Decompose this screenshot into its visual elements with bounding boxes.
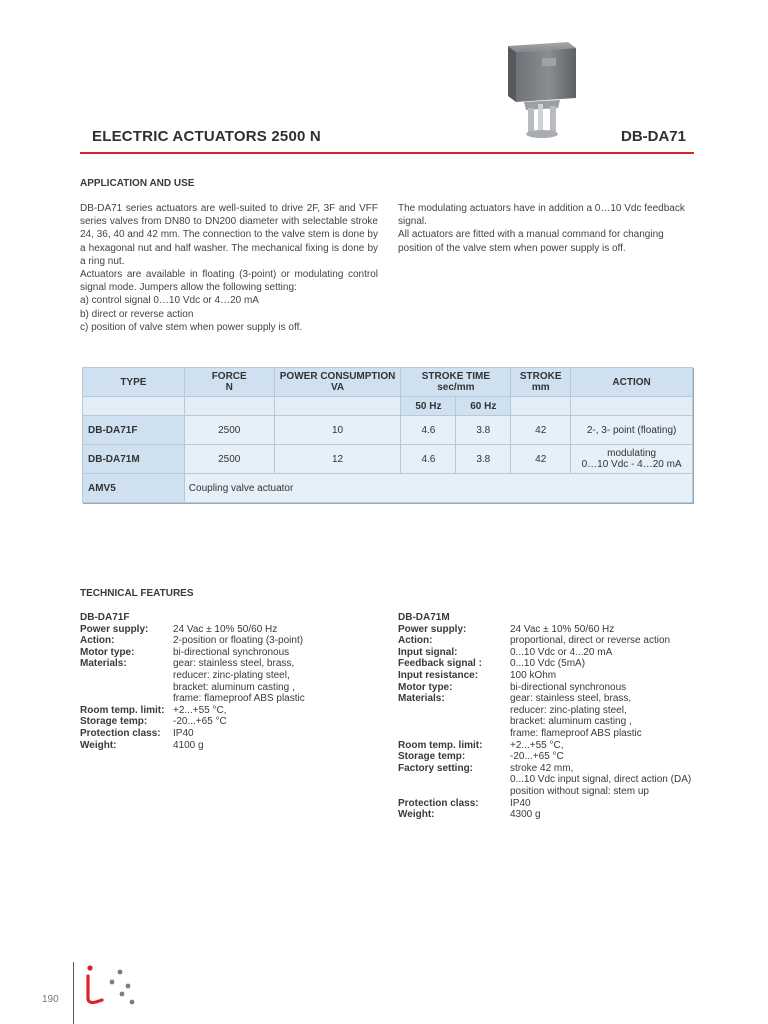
cell-time-60: 3.8 [456,416,511,445]
cell-stroke: 42 [511,416,571,445]
cell-description: Coupling valve actuator [184,474,692,503]
spec-label: Weight: [398,809,435,821]
list-item: a) control signal 0…10 Vdc or 4…20 mA [80,295,259,307]
cell-type: DB-DA71F [83,416,185,445]
spec-value: gear: stainless steel, brass, [173,658,295,670]
list-item: c) position of valve stem when power supply is off. [80,321,303,333]
spec-value: proportional, direct or reverse action [510,635,671,647]
spec-value: -20...+65 °C [510,751,564,763]
spec-label: Input resistance: [398,670,479,681]
spec-value: 0...10 Vdc (5mA) [510,658,586,670]
footer-divider [73,962,74,1024]
spec-value: bi-directional synchronous [173,646,290,658]
spec-value: bi-directional synchronous [510,681,627,693]
brand-logo-icon [82,964,138,1010]
cell-stroke: 42 [511,445,571,474]
spec-value: +2...+55 °C, [173,704,227,716]
spec-label: Weight: [80,739,117,751]
paragraph: All actuators are fitted with a manual command for changing position of the valve stem when power supply is off. [398,229,664,254]
spec-value: IP40 [510,797,531,809]
header-stroke: STROKE mm [511,368,571,397]
cell-type: DB-DA71M [83,445,185,474]
spec-value: 24 Vac ± 10% 50/60 Hz [173,623,278,635]
spec-label: Factory setting: [398,762,474,774]
spec-model-right: DB-DA71M [398,612,450,623]
table-row [83,474,693,503]
spec-model-left: DB-DA71F [80,612,130,623]
cell-power: 10 [274,416,401,445]
cell-time-50: 4.6 [401,445,456,474]
spec-value: reducer: zinc-plating steel, [173,670,290,681]
table-header-row [83,368,693,397]
paragraph: The modulating actuators have in addition a 0…10 Vdc feedback signal. [398,203,685,228]
application-text-left [80,202,378,334]
header-divider [80,152,694,154]
header-50hz: 50 Hz [401,397,456,416]
spec-label: Storage temp: [80,716,148,728]
spec-value: 2-position or floating (3-point) [173,635,304,647]
table-row [83,445,693,474]
spec-label: Protection class: [80,728,161,739]
spec-value: frame: flameproof ABS plastic [510,728,642,739]
spec-value: reducer: zinc-plating steel, [510,704,627,716]
spec-label: Room temp. limit: [80,704,165,716]
table-row [83,416,693,445]
header-60hz: 60 Hz [456,397,511,416]
spec-value: bracket: aluminum casting , [510,716,632,728]
spec-value: position without signal: stem up [510,786,649,797]
spec-label: Room temp. limit: [398,739,483,751]
list-item: b) direct or reverse action [80,308,194,320]
spec-label: Feedback signal : [398,658,482,670]
spec-value: +2...+55 °C, [510,739,564,751]
spec-label: Action: [80,635,115,647]
technical-heading: TECHNICAL FEATURES [80,588,194,599]
cell-time-60: 3.8 [456,445,511,474]
spec-value: gear: stainless steel, brass, [510,693,632,705]
spec-label: Motor type: [80,646,135,658]
paragraph: DB-DA71 series actuators are well-suited to drive 2F, 3F and VFF series valves from DN80 to DN200 diameter with selectable stroke 24, 36, 40 and 42 mm. The connection to the valve stem is done by a hexagonal nut and half washer. The mechanical fixing is done by a ring nut. [80,203,378,267]
actuator-spec-table [82,367,693,503]
spec-value: 24 Vac ± 10% 50/60 Hz [510,623,615,635]
cell-action: 2-, 3- point (floating) [571,416,693,445]
spec-value: IP40 [173,728,194,739]
spec-label: Power supply: [398,623,467,635]
cell-type: AMV5 [83,474,185,503]
header-type: TYPE [83,368,185,397]
spec-value: stroke 42 mm, [510,762,574,774]
spec-label: Power supply: [80,623,149,635]
page-number: 190 [42,994,59,1005]
header-action: ACTION [571,368,693,397]
spec-label: Materials: [398,693,445,705]
cell-force: 2500 [184,416,274,445]
spec-value: frame: flameproof ABS plastic [173,693,305,705]
application-heading: APPLICATION AND USE [80,178,195,189]
spec-label: Protection class: [398,797,479,809]
spec-value: -20...+65 °C [173,716,227,728]
spec-value: 0...10 Vdc input signal, direct action (DA) [510,774,692,786]
cell-force: 2500 [184,445,274,474]
header-stroke-time: STROKE TIME sec/mm [401,368,511,397]
header-power: POWER CONSUMPTION VA [274,368,401,397]
cell-power: 12 [274,445,401,474]
page-title: ELECTRIC ACTUATORS 2500 N [92,128,321,145]
table-subheader-row [83,397,693,416]
model-code: DB-DA71 [620,128,686,145]
header-force: FORCE N [184,368,274,397]
spec-value: 4300 g [510,809,541,821]
spec-label: Storage temp: [398,751,466,763]
spec-label: Materials: [80,658,127,670]
spec-value: bracket: aluminum casting , [173,681,295,693]
application-text-right [398,202,696,255]
spec-label: Input signal: [398,646,458,658]
cell-time-50: 4.6 [401,416,456,445]
spec-value: 4100 g [173,739,204,751]
spec-label: Action: [398,635,433,647]
spec-value: 0...10 Vdc or 4...20 mA [510,646,613,658]
cell-action: modulating 0…10 Vdc - 4…20 mA [571,445,693,474]
actuator-product-image [498,40,582,140]
spec-value: 100 kOhm [510,670,557,681]
spec-label: Motor type: [398,681,453,693]
paragraph: Actuators are available in floating (3-point) or modulating control signal mode. Jumpers allow the following setting: [80,269,378,294]
